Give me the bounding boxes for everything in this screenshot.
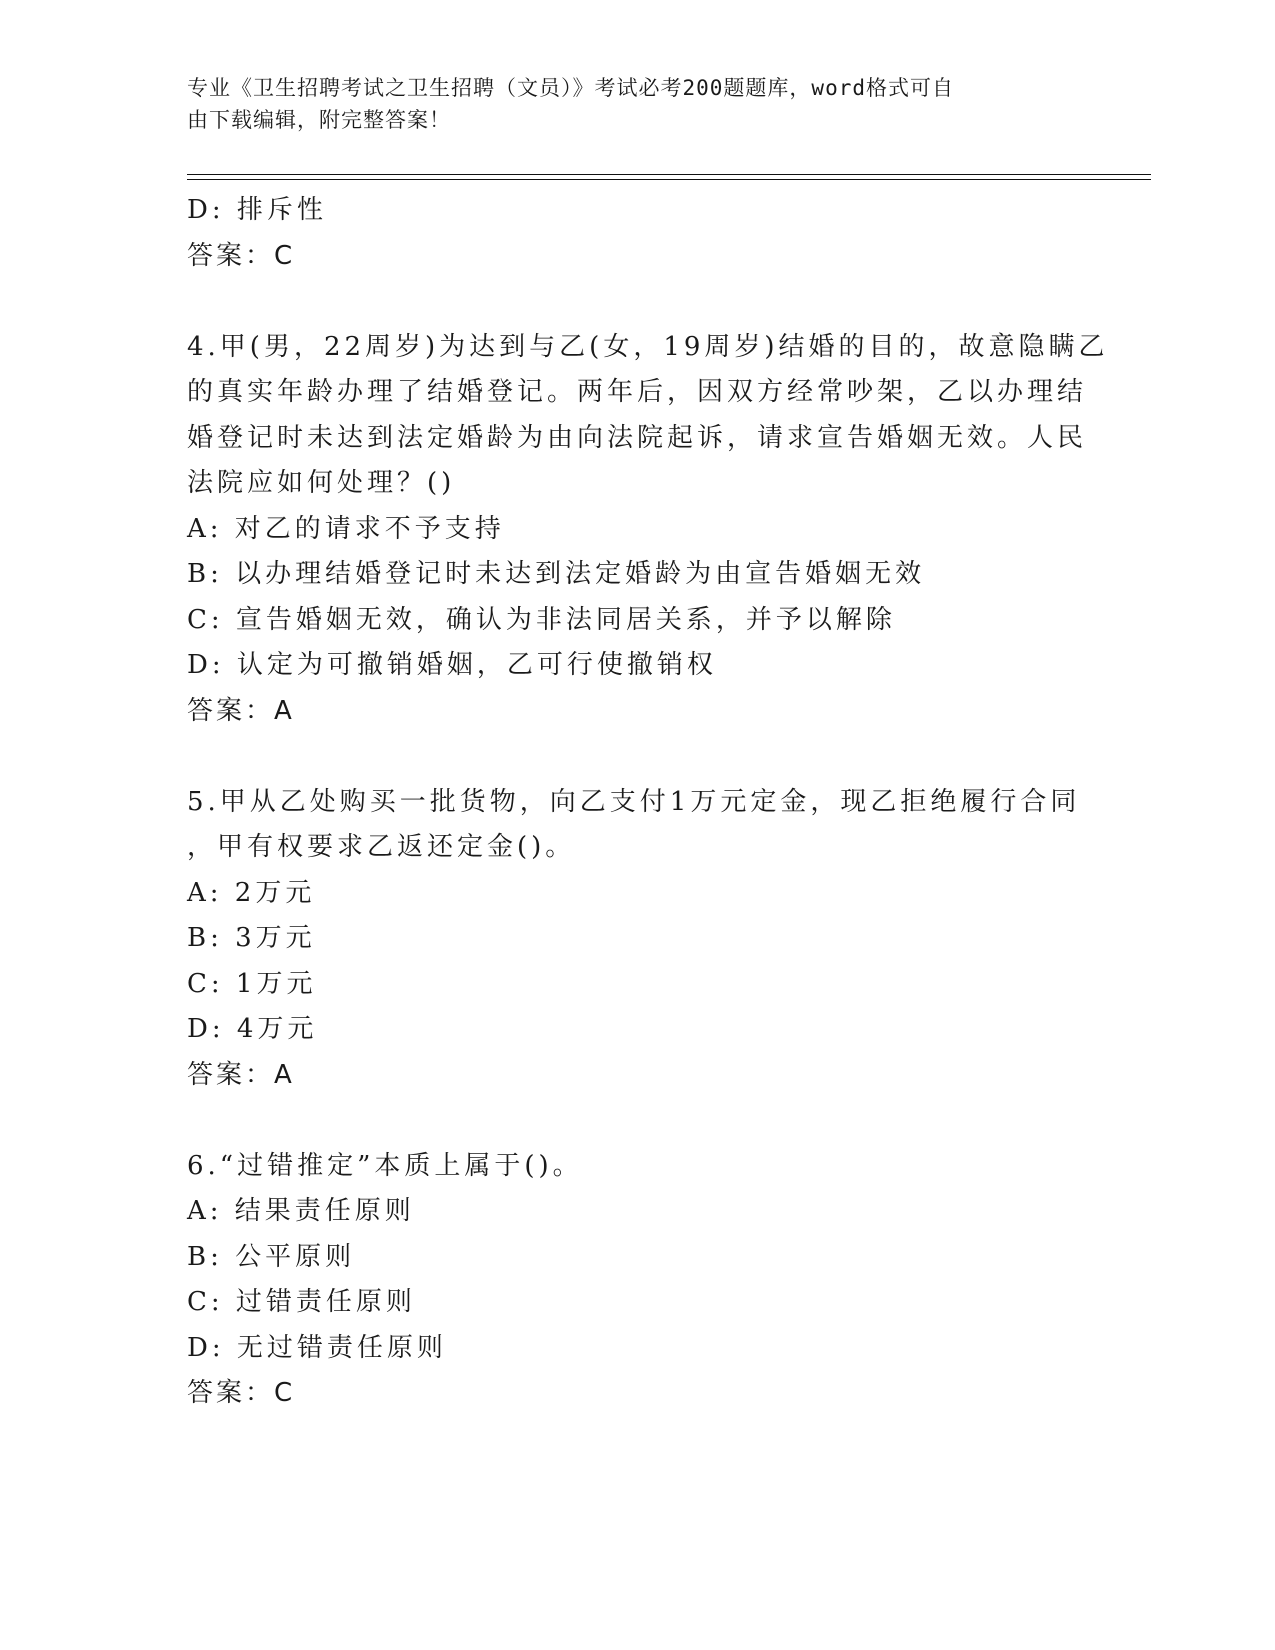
previous-question-tail xyxy=(187,188,1087,279)
question-4 xyxy=(187,325,1109,735)
option-d: D: 4万元 xyxy=(187,1014,318,1044)
answer-line: 答案：A xyxy=(187,695,295,726)
question-stem-line: 6.“过错推定”本质上属于()。 xyxy=(187,1150,583,1181)
option-b: B: 公平原则 xyxy=(187,1241,356,1272)
option-a: A: 结果责任原则 xyxy=(187,1196,415,1226)
option-d: D: 排斥性 xyxy=(187,195,327,225)
question-5 xyxy=(187,780,1087,1099)
option-d: D: 无过错责任原则 xyxy=(187,1332,447,1363)
option-c: C: 过错责任原则 xyxy=(187,1287,416,1317)
answer-line: 答案：C xyxy=(187,240,296,271)
answer-line: 答案：A xyxy=(187,1059,295,1090)
spacer xyxy=(187,279,1087,325)
option-c: C: 1万元 xyxy=(187,968,317,999)
spacer xyxy=(187,1098,1087,1144)
header-line: 由下载编辑，附完整答案！ xyxy=(187,108,451,132)
option-a: A: 对乙的请求不予支持 xyxy=(187,513,505,544)
header-rule-top xyxy=(187,174,1151,175)
document-body xyxy=(187,188,1109,1417)
spacer xyxy=(187,734,1087,780)
question-6 xyxy=(187,1144,1087,1417)
option-c: C: 宣告婚姻无效，确认为非法同居关系，并予以解除 xyxy=(187,604,896,635)
question-stem-line: 4.甲(男，22周岁)为达到与乙(女，19周岁)结婚的目的，故意隐瞒乙 xyxy=(187,331,1109,362)
option-b: B: 以办理结婚登记时未达到法定婚龄为由宣告婚姻无效 xyxy=(187,559,926,589)
page-header xyxy=(187,72,1067,136)
question-stem-line: 法院应如何处理？() xyxy=(187,468,456,498)
question-stem-line: 的真实年龄办理了结婚登记。两年后，因双方经常吵架，乙以办理结 xyxy=(187,377,1088,407)
option-a: A: 2万元 xyxy=(187,877,316,908)
question-stem-line: ，甲有权要求乙返还定金()。 xyxy=(187,832,576,862)
header-rule-bottom xyxy=(187,179,1151,180)
answer-line: 答案：C xyxy=(187,1378,296,1408)
question-stem-line: 5.甲从乙处购买一批货物，向乙支付1万元定金，现乙拒绝履行合同 xyxy=(187,786,1081,817)
question-stem-line: 婚登记时未达到法定婚龄为由向法院起诉，请求宣告婚姻无效。人民 xyxy=(187,422,1088,453)
option-b: B: 3万元 xyxy=(187,923,316,953)
option-d: D: 认定为可撤销婚姻，乙可行使撤销权 xyxy=(187,650,717,680)
header-line: 专业《卫生招聘考试之卫生招聘（文员）》考试必考200题题库，word格式可自 xyxy=(187,76,954,100)
